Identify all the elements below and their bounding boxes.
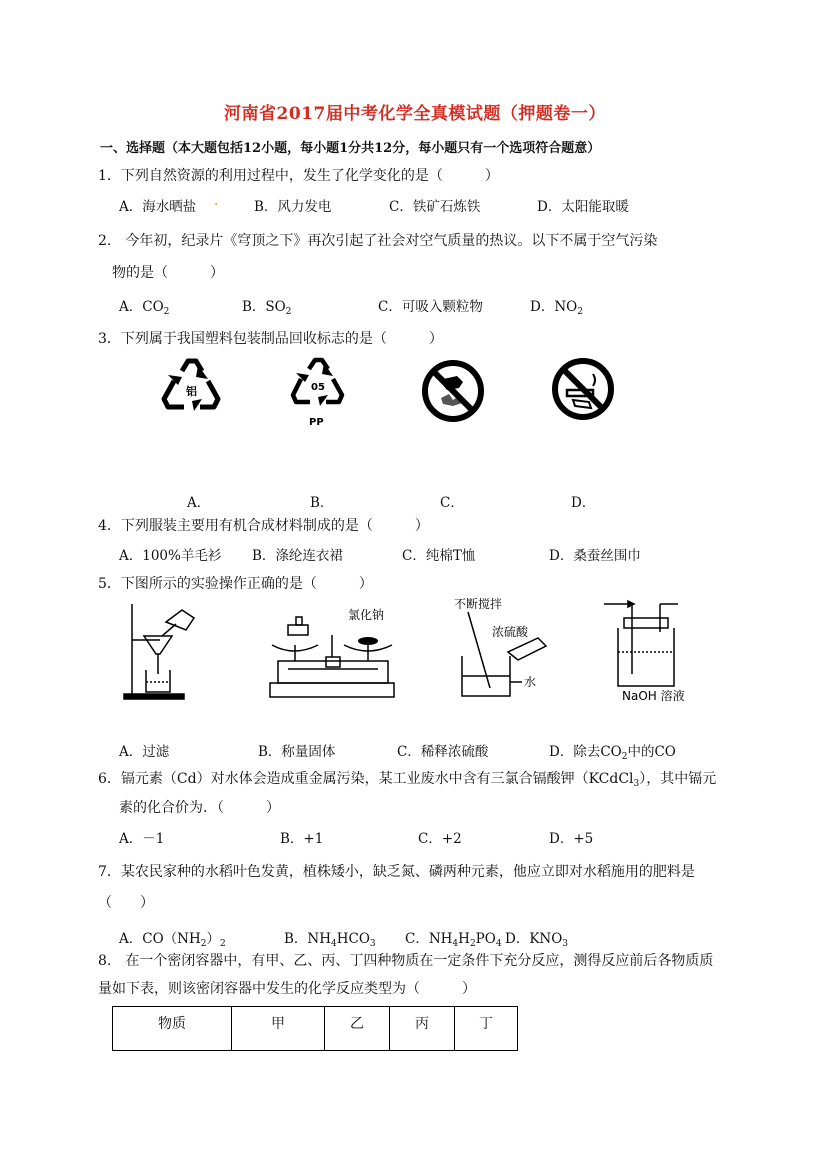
- q5-option-d[interactable]: D．除去$CO_2$中的CO: [549, 744, 676, 762]
- icon-b-number: 05: [311, 382, 325, 393]
- q4-option-b[interactable]: B．涤纶连衣裙: [252, 548, 343, 564]
- q6-option-b[interactable]: B．+1: [280, 831, 324, 847]
- q1-option-d[interactable]: D．太阳能取暖: [537, 199, 629, 215]
- q3-option-b[interactable]: B．: [310, 495, 334, 511]
- q7-option-c[interactable]: C．$NH_4H_2PO_4$: [405, 931, 502, 949]
- question-5-stem: 5．下图所示的实验操作正确的是（ ）: [98, 576, 373, 592]
- q4-option-a[interactable]: A．100%羊毛衫: [119, 548, 222, 564]
- gas-washing-bottle-image: [598, 596, 698, 704]
- q3-option-a[interactable]: A．: [187, 495, 211, 511]
- question-1-stem: 1．下列自然资源的利用过程中，发生了化学变化的是（ ）: [98, 168, 499, 184]
- q4-option-d[interactable]: D．桑蚕丝围巾: [549, 548, 641, 564]
- q5-option-a[interactable]: A．过滤: [119, 744, 170, 760]
- q2-option-a[interactable]: A．$CO_2$: [119, 299, 170, 317]
- question-4-stem: 4．下列服装主要用有机合成材料制成的是（ ）: [98, 518, 429, 534]
- question-6-stem-cont: 素的化合价为．（ ）: [119, 800, 280, 816]
- q4-option-c[interactable]: C．纯棉T恤: [402, 548, 476, 564]
- q2-option-d[interactable]: D．$NO_2$: [530, 299, 583, 317]
- table-header-cell: 物质: [113, 1007, 232, 1051]
- label-naoh-solution: NaOH 溶液: [622, 689, 685, 703]
- mass-table: [112, 1006, 518, 1051]
- q5-option-c[interactable]: C．稀释浓硫酸: [397, 744, 489, 760]
- icon-b-label: PP: [309, 417, 324, 428]
- q7-option-d[interactable]: D．$KNO_3$: [505, 931, 569, 949]
- question-7-stem-cont: （ ）: [98, 895, 154, 911]
- q3-option-c[interactable]: C．: [440, 495, 464, 511]
- q1-dot-mark: .: [214, 193, 219, 209]
- no-smoking-icon: [549, 356, 617, 422]
- question-7-stem: 7．某农民家种的水稻叶色发黄，植株矮小，缺乏氮、磷两种元素，他应立即对水稻施用的肥料是: [98, 864, 695, 880]
- q2-option-c[interactable]: C．可吸入颗粒物: [378, 299, 483, 315]
- table-row: [113, 1007, 518, 1051]
- label-stir-constantly: 不断搅拌: [454, 597, 503, 611]
- filtration-apparatus-image: [120, 600, 206, 702]
- recycle-pp-icon: [287, 355, 349, 431]
- q6-option-a[interactable]: A．－1: [119, 831, 165, 847]
- q1-option-a[interactable]: A．海水晒盐: [119, 199, 197, 215]
- label-water: 水: [524, 675, 537, 689]
- q2-option-b[interactable]: B．$SO_2$: [242, 299, 292, 317]
- no-littering-icon: [419, 358, 487, 424]
- q6-option-d[interactable]: D．+5: [549, 831, 594, 847]
- table-header-cell: 丙: [390, 1007, 455, 1051]
- q7-option-b[interactable]: B．$NH_4HCO_3$: [284, 931, 376, 949]
- question-3-stem: 3．下列属于我国塑料包装制品回收标志的是（ ）: [98, 331, 443, 347]
- balance-label-sodium-chloride: 氯化钠: [348, 608, 385, 622]
- dilution-image: [448, 596, 558, 702]
- question-6-stem: 6．镉元素（Cd）对水体会造成重金属污染，某工业废水中含有三氯合镉酸钾（KCdCl$_3$），其中镉元: [98, 771, 717, 789]
- page-title: 河南省2017届中考化学全真模试题（押题卷一）: [224, 104, 606, 124]
- question-2-stem-cont: 物的是（ ）: [112, 265, 224, 281]
- icon-a-text: 铝: [186, 385, 197, 398]
- q7-option-a[interactable]: A．$CO(NH_2)_2$: [119, 931, 226, 949]
- q6-option-c[interactable]: C．+2: [418, 831, 462, 847]
- question-8-stem: 8. 在一个密闭容器中，有甲、乙、丙、丁四种物质在一定条件下充分反应，测得反应前后各物质质: [98, 953, 714, 969]
- section-heading: 一、选择题（本大题包括12小题，每小题1分共12分，每小题只有一个选项符合题意）: [100, 141, 601, 156]
- q1-option-b[interactable]: B．风力发电: [254, 199, 332, 215]
- table-header-cell: 丁: [455, 1007, 518, 1051]
- balance-image: [268, 605, 398, 705]
- label-concentrated-sulfuric-acid: 浓硫酸: [492, 625, 529, 639]
- q3-option-d[interactable]: D．: [571, 495, 596, 511]
- table-header-cell: 乙: [325, 1007, 390, 1051]
- question-2-stem: 2. 今年初，纪录片《穹顶之下》再次引起了社会对空气质量的热议。以下不属于空气污染: [98, 233, 658, 249]
- q1-option-c[interactable]: C．铁矿石炼铁: [389, 199, 481, 215]
- table-header-cell: 甲: [232, 1007, 325, 1051]
- question-8-stem-cont: 量如下表，则该密闭容器中发生的化学反应类型为（ ）: [98, 981, 476, 997]
- q5-option-b[interactable]: B．称量固体: [258, 744, 336, 760]
- recycle-aluminum-icon: [158, 355, 226, 417]
